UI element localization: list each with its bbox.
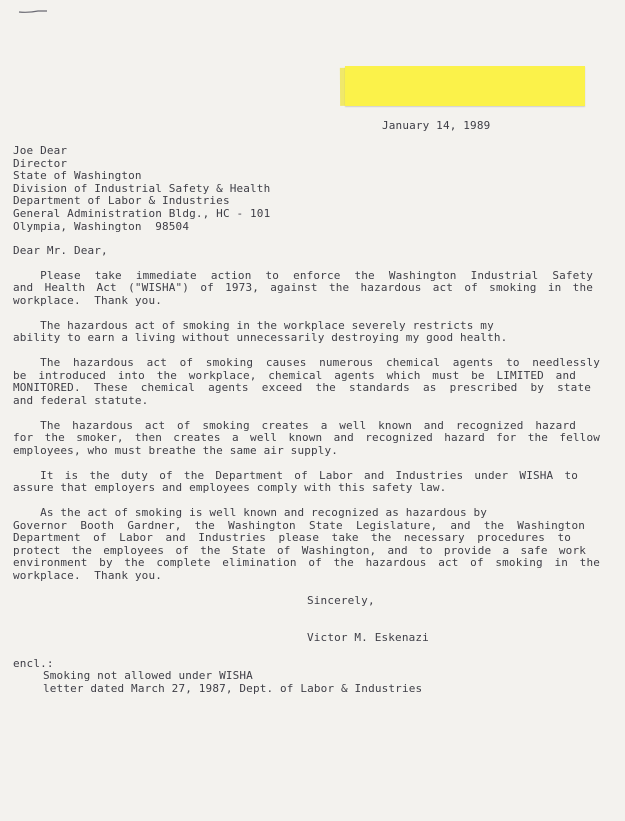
paragraph-line: As the act of smoking is well known and recognized as hazardous by xyxy=(13,506,488,519)
paragraph-line: be introduced into the workplace, chemical agents which must be LIMITED and xyxy=(13,368,576,382)
paragraph-line: and federal statute. xyxy=(13,393,149,407)
paragraph-line: and Health Act ("WISHA") of 1973, against the hazardous act of smoking in the xyxy=(13,281,593,295)
paragraph-line: for the smoker, then creates a well known and recognized hazard for the fellow xyxy=(13,431,600,445)
paragraph-line: protect the employees of the State of Washington, and to provide a safe work xyxy=(13,543,586,557)
enclosure-item: letter dated March 27, 1987, Dept. of Labor & Industries xyxy=(43,681,423,695)
closing: Sincerely, xyxy=(307,594,375,607)
paragraph-line: ability to earn a living without unnecessarily destroying my good health. xyxy=(13,331,508,345)
paragraph-line: Governor Booth Gardner, the Washington State Legislature, and the Washington xyxy=(13,518,585,532)
paragraph-line: workplace. Thank you. xyxy=(13,569,162,582)
paragraph-line: workplace. Thank you. xyxy=(13,293,162,307)
recipient-line: Joe Dear xyxy=(13,144,68,157)
paragraph-line: employees, who must breathe the same air supply. xyxy=(13,443,339,457)
sticky-note xyxy=(345,66,585,106)
paragraph-line: The hazardous act of smoking causes numerous chemical agents to needlessly xyxy=(40,356,600,369)
recipient-line: Director xyxy=(13,156,68,170)
paragraph-line: Department of Labor and Industries please take the necessary procedures to xyxy=(13,531,571,545)
enclosure-label: encl.: xyxy=(13,656,54,670)
recipient-line: General Administration Bldg., HC - 101 xyxy=(13,207,271,220)
paragraph-line: The hazardous act of smoking creates a well known and recognized hazard xyxy=(40,418,576,432)
paragraph-line: MONITORED. These chemical agents exceed the standards as prescribed by state xyxy=(13,381,591,395)
recipient-line: Department of Labor & Industries xyxy=(13,194,230,208)
corner-scribble-mark xyxy=(18,8,48,14)
salutation: Dear Mr. Dear, xyxy=(13,244,108,257)
paragraph-line: It is the duty of the Department of Labor and Industries under WISHA to xyxy=(40,468,578,482)
recipient-line: Olympia, Washington 98504 xyxy=(13,219,190,233)
enclosure-item: Smoking not allowed under WISHA xyxy=(43,669,253,683)
recipient-line: Division of Industrial Safety & Health xyxy=(13,181,271,195)
paragraph-line: The hazardous act of smoking in the workplace severely restricts my xyxy=(13,318,494,332)
letter-date: January 14, 1989 xyxy=(382,119,491,132)
paragraph-line: assure that employers and employees comply with this safety law. xyxy=(13,481,447,495)
recipient-line: State of Washington xyxy=(13,169,142,183)
paragraph-line: environment by the complete elimination of the hazardous act of smoking in the xyxy=(13,556,600,570)
signer-name: Victor M. Eskenazi xyxy=(307,631,429,644)
paragraph-line: Please take immediate action to enforce the Washington Industrial Safety xyxy=(40,268,593,282)
